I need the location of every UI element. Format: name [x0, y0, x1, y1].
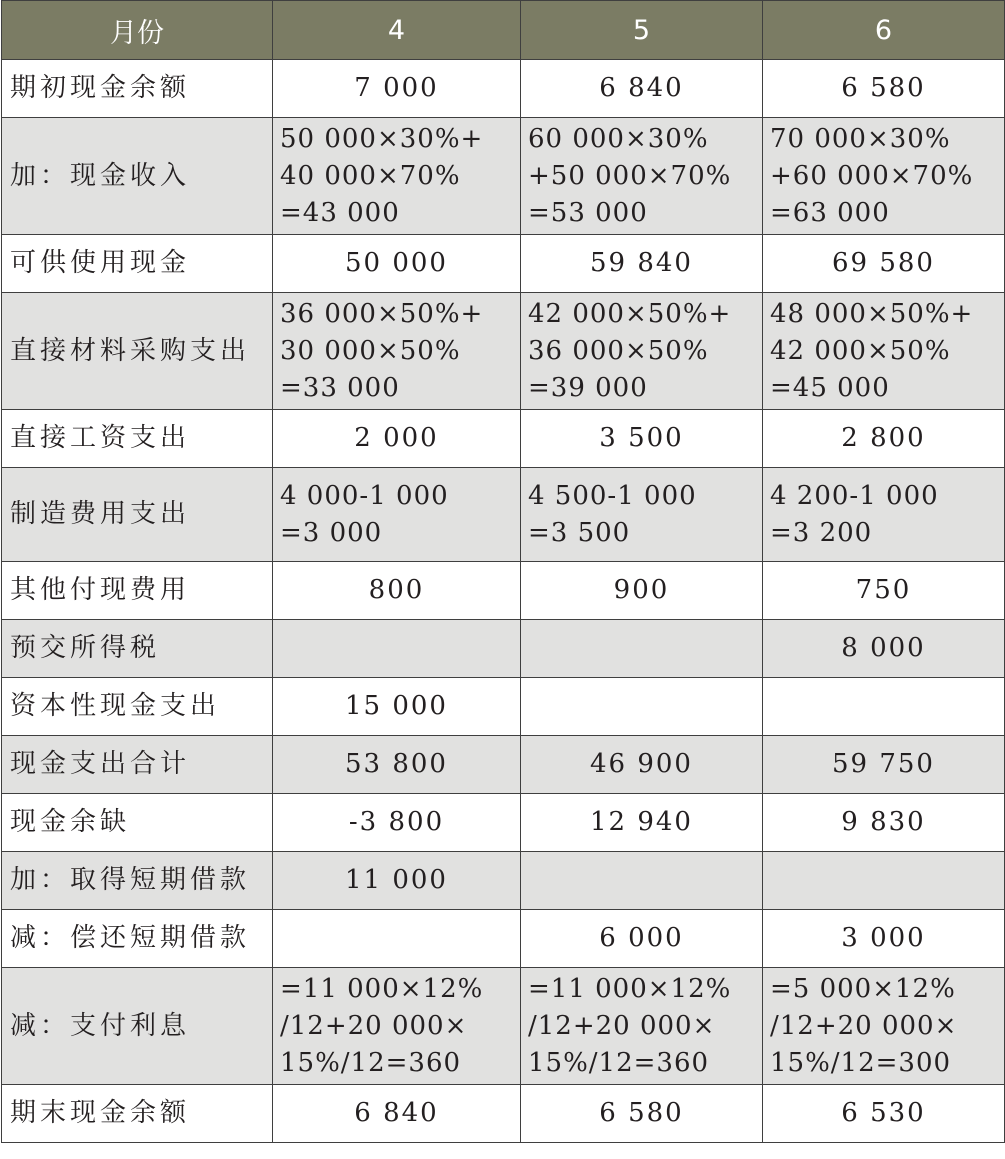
- table-cell: 53 800: [273, 736, 521, 794]
- table-cell: -3 800: [273, 794, 521, 852]
- row-label: 直接工资支出: [2, 410, 273, 468]
- table-cell: 6 840: [273, 1085, 521, 1143]
- row-label: 其他付现费用: [2, 562, 273, 620]
- row-label: 期初现金余额: [2, 60, 273, 118]
- table-cell: 60 000×30% +50 000×70% =53 000: [521, 118, 763, 235]
- table-cell: 4 000-1 000 =3 000: [273, 468, 521, 562]
- row-label: 预交所得税: [2, 620, 273, 678]
- cash-budget-table: [1, 0, 1005, 1143]
- table-cell: [273, 910, 521, 968]
- month-header-label: 月份: [2, 1, 273, 60]
- table-cell: 50 000: [273, 235, 521, 293]
- table-row: [2, 293, 1005, 410]
- row-label: 可供使用现金: [2, 235, 273, 293]
- table-cell: [521, 620, 763, 678]
- table-cell: 6 580: [763, 60, 1005, 118]
- table-cell: =11 000×12% /12+20 000× 15%/12=360: [521, 968, 763, 1085]
- table-cell: 48 000×50%+ 42 000×50% =45 000: [763, 293, 1005, 410]
- table-cell: 6 530: [763, 1085, 1005, 1143]
- table-cell: =11 000×12% /12+20 000× 15%/12=360: [273, 968, 521, 1085]
- table-row: [2, 1085, 1005, 1143]
- row-label: 资本性现金支出: [2, 678, 273, 736]
- table-row: [2, 910, 1005, 968]
- table-row: [2, 235, 1005, 293]
- row-label: 加：取得短期借款: [2, 852, 273, 910]
- table-cell: 15 000: [273, 678, 521, 736]
- table-cell: 9 830: [763, 794, 1005, 852]
- table-cell: 42 000×50%+ 36 000×50% =39 000: [521, 293, 763, 410]
- table-cell: 2 800: [763, 410, 1005, 468]
- table-row: [2, 794, 1005, 852]
- table-cell: 4 500-1 000 =3 500: [521, 468, 763, 562]
- row-label: 现金支出合计: [2, 736, 273, 794]
- row-label: 加：现金收入: [2, 118, 273, 235]
- table-cell: 8 000: [763, 620, 1005, 678]
- table-cell: 7 000: [273, 60, 521, 118]
- table-cell: [763, 852, 1005, 910]
- table-cell: 6 580: [521, 1085, 763, 1143]
- table-row: [2, 968, 1005, 1085]
- table-row: [2, 562, 1005, 620]
- table-row: [2, 468, 1005, 562]
- row-label: 减：支付利息: [2, 968, 273, 1085]
- table-row: [2, 118, 1005, 235]
- month-header-5: 5: [521, 1, 763, 60]
- table-cell: [521, 678, 763, 736]
- table-cell: 46 900: [521, 736, 763, 794]
- table-cell: 2 000: [273, 410, 521, 468]
- table-cell: 59 840: [521, 235, 763, 293]
- table-cell: 3 500: [521, 410, 763, 468]
- table-row: [2, 736, 1005, 794]
- row-label: 期末现金余额: [2, 1085, 273, 1143]
- table-cell: 70 000×30% +60 000×70% =63 000: [763, 118, 1005, 235]
- month-header-4: 4: [273, 1, 521, 60]
- table-cell: 800: [273, 562, 521, 620]
- table-cell: 59 750: [763, 736, 1005, 794]
- table-row: [2, 678, 1005, 736]
- table-cell: [521, 852, 763, 910]
- table-cell: 6 000: [521, 910, 763, 968]
- table-cell: 900: [521, 562, 763, 620]
- table-header-row: [2, 1, 1005, 60]
- row-label: 现金余缺: [2, 794, 273, 852]
- table-cell: 4 200-1 000 =3 200: [763, 468, 1005, 562]
- table-row: [2, 410, 1005, 468]
- table-cell: [763, 678, 1005, 736]
- table-cell: 69 580: [763, 235, 1005, 293]
- row-label: 制造费用支出: [2, 468, 273, 562]
- row-label: 直接材料采购支出: [2, 293, 273, 410]
- table-cell: =5 000×12% /12+20 000× 15%/12=300: [763, 968, 1005, 1085]
- table-cell: [273, 620, 521, 678]
- table-cell: 6 840: [521, 60, 763, 118]
- table-row: [2, 60, 1005, 118]
- table-cell: 11 000: [273, 852, 521, 910]
- table-cell: 12 940: [521, 794, 763, 852]
- row-label: 减：偿还短期借款: [2, 910, 273, 968]
- table-cell: 36 000×50%+ 30 000×50% =33 000: [273, 293, 521, 410]
- table-cell: 3 000: [763, 910, 1005, 968]
- month-header-6: 6: [763, 1, 1005, 60]
- table-cell: 50 000×30%+ 40 000×70% =43 000: [273, 118, 521, 235]
- table-cell: 750: [763, 562, 1005, 620]
- table-row: [2, 620, 1005, 678]
- table-row: [2, 852, 1005, 910]
